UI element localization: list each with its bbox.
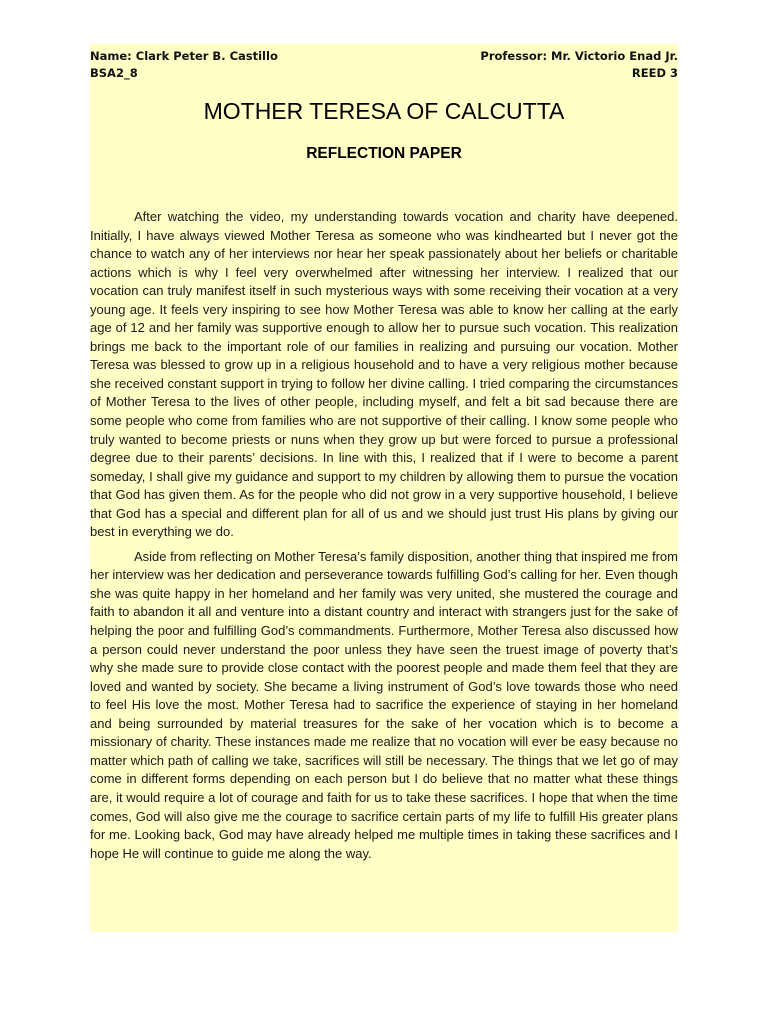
student-section: BSA2_8 — [90, 66, 138, 80]
paragraph-1: After watching the video, my understanding towards vocation and charity have deepened. Initially, I have always viewed Mother Teresa as someone who was kindhearted but I never got the chance to watch any of her interviews nor hear her speak passionately about her beliefs or charitable actions which is why I feel very overwhelmed after witnessing her interview. I realized that our vocation can truly manifest itself in such mysterious ways with some receiving their vocation at a very young age. It feels very inspiring to see how Mother Teresa was able to know her calling at the early age of 12 and her family was supportive enough to allow her to pursue such vocation. This realization brings me back to the important role of our families in realizing and pursuing our vocation. Mother Teresa was blessed to grow up in a religious household and to have a very religious mother because she received constant support in trying to follow her divine calling. I tried comparing the circumstances of Mother Teresa to the lives of other people, including myself, and felt a bit sad because there are some people who come from families who are not supportive of their calling. I know some people who truly wanted to become priests or nuns when they grow up but were forced to pursue a professional degree due to their parents’ decisions. In line with this, I realized that if I were to become a parent someday, I shall give my guidance and support to my children by allowing them to pursue the vocation that God has given them. As for the people who did not grow in a very supportive household, I believe that God has a special and different plan for all of us and we should just trust His plans by giving our best in everything we do. — [90, 209, 678, 540]
student-name: Name: Clark Peter B. Castillo — [90, 49, 278, 63]
document-title: MOTHER TERESA OF CALCUTTA — [203, 98, 565, 124]
document-body — [90, 208, 678, 863]
header-row-top — [90, 48, 678, 64]
document-subtitle: REFLECTION PAPER — [306, 145, 462, 162]
course-code: REED 3 — [631, 66, 678, 80]
document-page — [90, 44, 678, 932]
header-row-bottom — [90, 65, 678, 81]
paragraph-2: Aside from reflecting on Mother Teresa’s family disposition, another thing that inspired me from her interview was her dedication and perseverance towards fulfilling God’s calling for her. Even though she was quite happy in her homeland and her family was very united, she mustered the courage and faith to abandon it all and venture into a distant country and interact with strangers just for the sake of helping the poor and fulfilling God’s commandments. Furthermore, Mother Teresa also discussed how a person could never understand the poor unless they have seen the truest image of poverty that’s why she made sure to provide close contact with the poorest people and made them feel that they are loved and wanted by society. She became a living instrument of God’s love towards those who need to feel His love the most. Mother Teresa had to sacrifice the experience of staying in her homeland and being surrounded by material treasures for the sake of her vocation which is to become a missionary of charity. These instances made me realize that no vocation will ever be easy because no matter which path of calling we take, sacrifices will still be necessary. The things that we let go of may come in different forms depending on each person but I do believe that no matter what these things are, it would require a lot of courage and faith for us to take these sacrifices. I hope that when the time comes, God will also give me the courage to sacrifice certain parts of my life to fulfill His greater plans for me. Looking back, God may have already helped me multiple times in taking these sacrifices and I hope He will continue to guide me along the way. — [90, 548, 678, 861]
professor-name: Professor: Mr. Victorio Enad Jr. — [480, 49, 678, 63]
